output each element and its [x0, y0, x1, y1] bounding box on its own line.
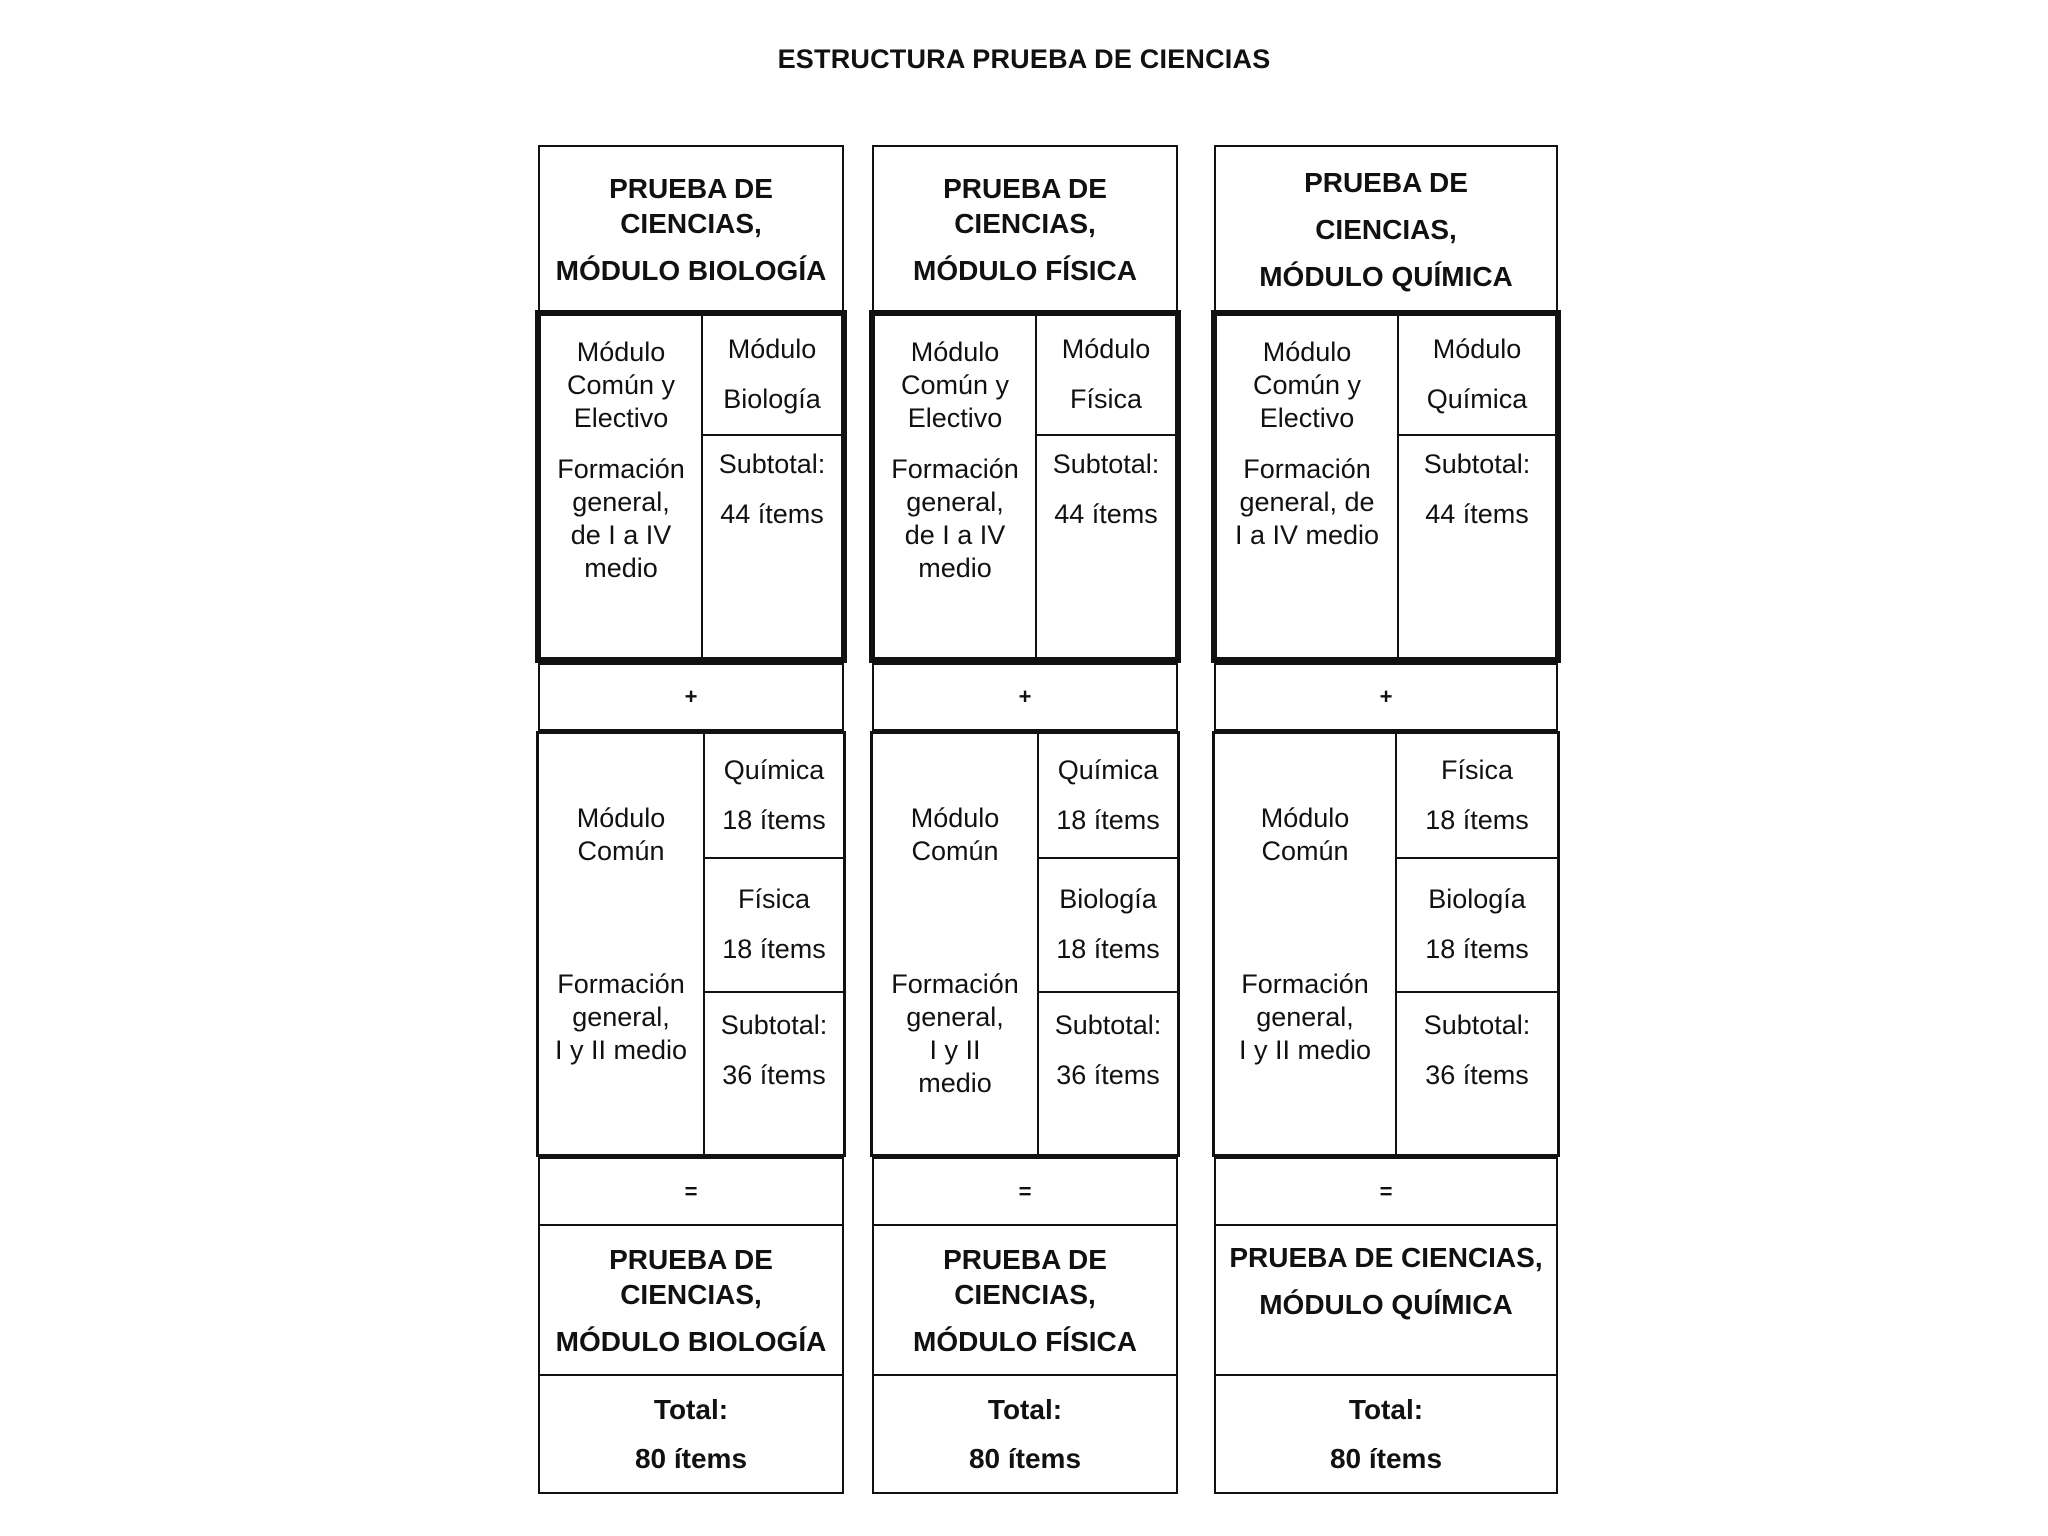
text: de I a IV: [570, 519, 672, 550]
text: Módulo: [727, 334, 817, 365]
result-line: MÓDULO QUÍMICA: [1259, 1289, 1513, 1320]
text: Biología: [1428, 884, 1526, 915]
text: 44 ítems: [1425, 498, 1529, 529]
elective-left-cell: [875, 316, 1037, 657]
common-module-block: [870, 731, 1180, 1157]
total-box: [1214, 1374, 1558, 1494]
result-box: [538, 1224, 844, 1376]
text: Electivo: [907, 402, 1003, 433]
text: 44 ítems: [1054, 498, 1158, 529]
text: 36 ítems: [722, 1059, 826, 1090]
text: 18 ítems: [722, 934, 826, 964]
text: Módulo: [910, 803, 1000, 833]
text: Común y: [566, 369, 676, 400]
total-label: Total:: [1348, 1394, 1424, 1425]
text: I y II medio: [1238, 1034, 1372, 1065]
total-box: [872, 1374, 1178, 1494]
text: 18 ítems: [722, 804, 826, 835]
text: Módulo: [1262, 337, 1352, 367]
text: general,: [906, 486, 1004, 517]
common-right-cell: [1039, 734, 1177, 1154]
text: de I a IV: [904, 519, 1006, 550]
text: Formación: [891, 453, 1019, 484]
elective-left-cell: [1217, 316, 1399, 657]
total-label: Total:: [653, 1394, 729, 1425]
text: medio: [918, 1067, 992, 1098]
text: 18 ítems: [1425, 804, 1529, 835]
text: 18 ítems: [1056, 804, 1160, 835]
text: general,: [1256, 1001, 1354, 1032]
common-module-block: [536, 731, 846, 1157]
text: Módulo: [910, 337, 1000, 367]
subject-subcell: [1397, 734, 1557, 857]
text: Subtotal:: [1054, 1010, 1162, 1040]
plus-sign: [872, 663, 1178, 731]
text: Formación: [1241, 968, 1369, 999]
text: 18 ítems: [1425, 934, 1529, 964]
text: Biología: [1059, 884, 1157, 915]
text: I a IV medio: [1234, 519, 1380, 550]
text: Subtotal:: [718, 449, 826, 479]
text: Módulo: [1260, 803, 1350, 833]
text: general, de: [1239, 486, 1375, 517]
subtotal-subcell: [1039, 991, 1177, 1154]
subject-subcell: [1039, 857, 1177, 991]
common-left-cell: [539, 734, 705, 1154]
result-line: PRUEBA DE: [609, 1243, 773, 1275]
text: Común y: [900, 369, 1010, 400]
elective-right-cell: [1037, 316, 1175, 657]
header-line: PRUEBA DE: [1304, 166, 1468, 198]
elective-right-cell: [1399, 316, 1555, 657]
module-subcell: [1399, 316, 1555, 434]
header-line: CIENCIAS,: [620, 207, 762, 239]
result-line: PRUEBA DE CIENCIAS,: [1229, 1242, 1543, 1273]
equals-sign: [538, 1157, 844, 1226]
text: Formación: [557, 453, 685, 484]
text: Formación: [891, 968, 1019, 999]
text: Electivo: [1259, 402, 1355, 433]
header-box: [538, 145, 844, 313]
result-box: [1214, 1224, 1558, 1376]
header-line: PRUEBA DE: [609, 172, 773, 204]
text: =: [1018, 1178, 1032, 1204]
text: Común y: [1252, 369, 1362, 400]
plus-sign: [1214, 663, 1558, 731]
text: Química: [1426, 384, 1528, 414]
result-line: CIENCIAS,: [954, 1278, 1096, 1310]
equals-sign: [1214, 1157, 1558, 1226]
text: Subtotal:: [1052, 449, 1160, 479]
subtotal-subcell: [1037, 434, 1175, 534]
text: +: [1018, 684, 1032, 709]
equals-sign: [872, 1157, 1178, 1226]
subtotal-subcell: [705, 991, 843, 1154]
text: Subtotal:: [1423, 449, 1531, 479]
subject-subcell: [1039, 734, 1177, 857]
text: Biología: [723, 384, 821, 414]
elective-module-block: [535, 310, 847, 663]
plus-sign: [538, 663, 844, 731]
total-label: Total:: [987, 1394, 1063, 1425]
module-subcell: [703, 316, 841, 434]
header-line: CIENCIAS,: [1315, 213, 1457, 245]
text: Módulo: [1432, 334, 1522, 365]
text: Física: [1440, 754, 1513, 785]
elective-module-block: [869, 310, 1181, 663]
result-line: CIENCIAS,: [620, 1278, 762, 1310]
common-module-block: [1212, 731, 1560, 1157]
text: Módulo: [1061, 334, 1151, 365]
subtotal-subcell: [703, 434, 841, 534]
text: general,: [572, 486, 670, 517]
subject-subcell: [1397, 857, 1557, 991]
text: general,: [906, 1001, 1004, 1032]
text: 44 ítems: [720, 498, 824, 529]
header-line: PRUEBA DE: [943, 172, 1107, 204]
text: 36 ítems: [1425, 1059, 1529, 1090]
text: 36 ítems: [1056, 1059, 1160, 1090]
text: I y II medio: [554, 1034, 688, 1065]
text: Módulo: [576, 803, 666, 833]
text: Formación: [557, 968, 685, 999]
subject-subcell: [705, 857, 843, 991]
text: Subtotal:: [1423, 1010, 1531, 1040]
text: general,: [572, 1001, 670, 1032]
text: Formación: [1243, 453, 1371, 484]
text: Química: [1057, 754, 1159, 785]
total-value: 80 ítems: [1329, 1443, 1443, 1474]
elective-left-cell: [541, 316, 703, 657]
text: Física: [737, 884, 810, 915]
text: Común: [911, 835, 999, 866]
result-box: [872, 1224, 1178, 1376]
subtotal-subcell: [1399, 434, 1555, 534]
result-line: PRUEBA DE: [943, 1243, 1107, 1275]
text: I y II: [929, 1034, 981, 1065]
text: 18 ítems: [1056, 934, 1160, 964]
elective-module-block: [1211, 310, 1561, 663]
page-title: ESTRUCTURA PRUEBA DE CIENCIAS: [777, 44, 1271, 74]
text: Física: [1069, 384, 1142, 414]
text: Común: [1261, 835, 1349, 866]
text: Común: [577, 835, 665, 866]
elective-right-cell: [703, 316, 841, 657]
header-line: MÓDULO QUÍMICA: [1259, 260, 1513, 292]
header-line: MÓDULO FÍSICA: [913, 254, 1137, 286]
header-box: [1214, 145, 1558, 313]
subject-subcell: [705, 734, 843, 857]
text: Química: [723, 754, 825, 785]
header-line: CIENCIAS,: [954, 207, 1096, 239]
text: +: [684, 684, 698, 709]
text: Módulo: [576, 337, 666, 367]
result-line: MÓDULO BIOLOGÍA: [555, 1325, 827, 1357]
module-subcell: [1037, 316, 1175, 434]
common-right-cell: [705, 734, 843, 1154]
text: =: [684, 1178, 698, 1204]
result-line: MÓDULO FÍSICA: [913, 1325, 1137, 1357]
common-left-cell: [1215, 734, 1397, 1154]
text: +: [1379, 684, 1393, 709]
header-line: MÓDULO BIOLOGÍA: [555, 254, 827, 286]
common-left-cell: [873, 734, 1039, 1154]
text: medio: [584, 552, 658, 583]
text: =: [1379, 1178, 1393, 1204]
subtotal-subcell: [1397, 991, 1557, 1154]
common-right-cell: [1397, 734, 1557, 1154]
total-value: 80 ítems: [634, 1443, 748, 1474]
text: Electivo: [573, 402, 669, 433]
text: Subtotal:: [720, 1010, 828, 1040]
header-box: [872, 145, 1178, 313]
total-box: [538, 1374, 844, 1494]
text: medio: [918, 552, 992, 583]
total-value: 80 ítems: [968, 1443, 1082, 1474]
